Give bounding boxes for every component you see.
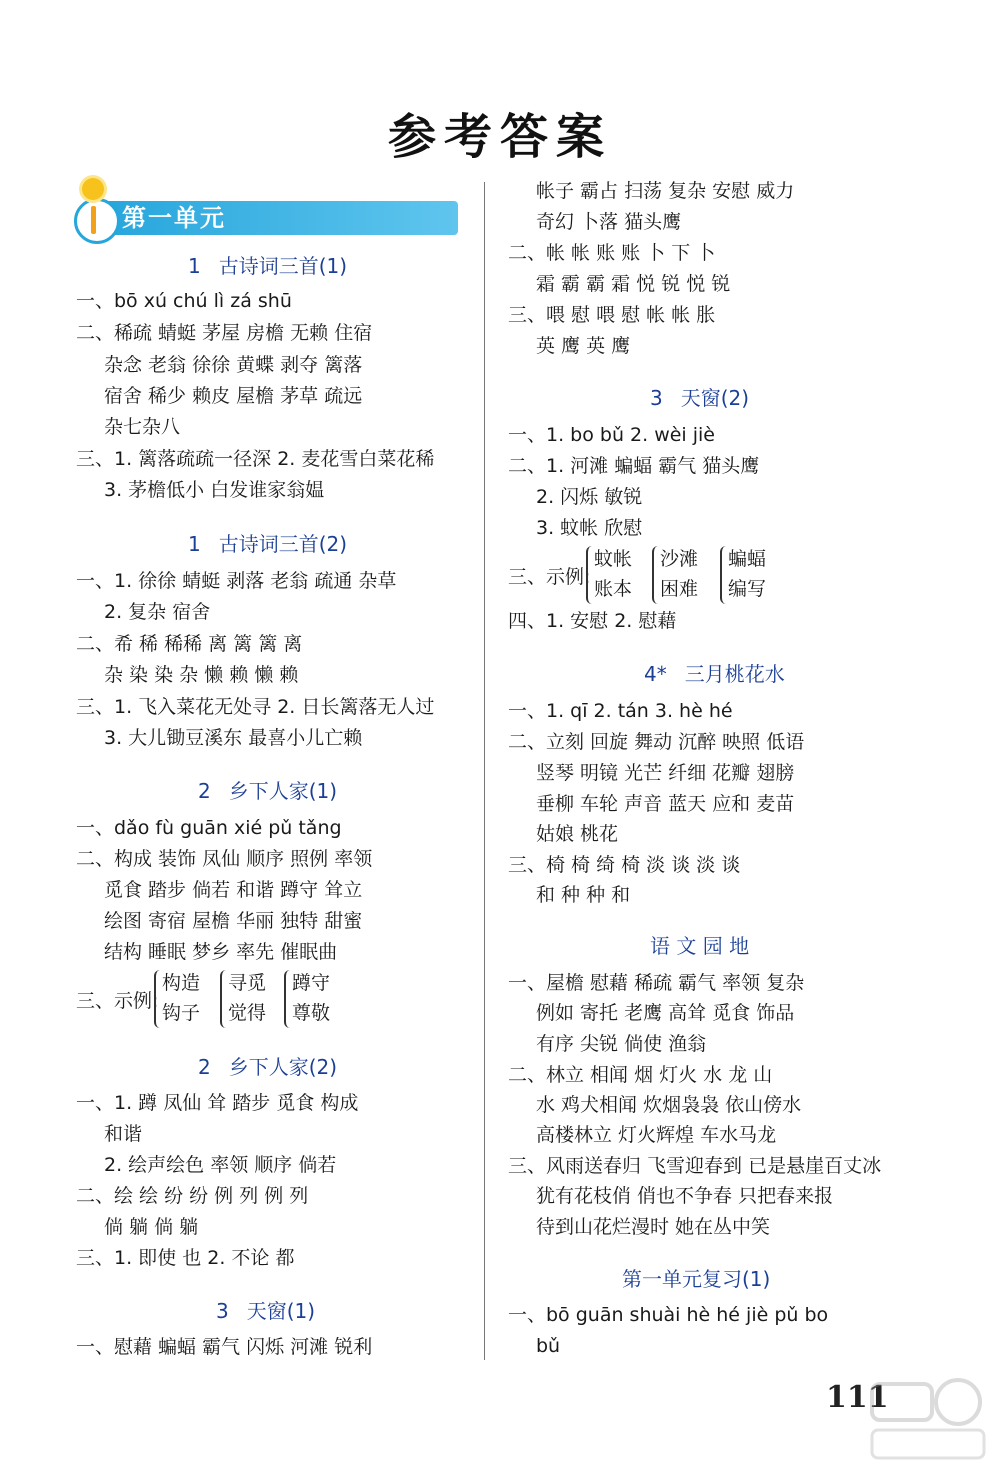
example-word: 蹲守 — [292, 972, 331, 994]
example-word: 钩子 — [162, 1002, 201, 1024]
answer-line: 二、林立 相闻 烟 灯火 水 龙 山 — [508, 1064, 773, 1086]
answer-line: 高楼林立 灯火辉煌 车水马龙 — [536, 1124, 777, 1146]
answer-line: 水 鸡犬相闻 炊烟袅袅 依山傍水 — [536, 1094, 802, 1116]
answer-line: 一、dǎo fù guān xié pǔ tǎng — [76, 817, 342, 839]
answer-line: 和 种 种 和 — [536, 884, 631, 906]
sun-icon — [82, 178, 104, 200]
section-title — [622, 1265, 770, 1293]
answer-line: 2. 闪烁 敏锐 — [536, 486, 643, 508]
answer-line: 二、稀疏 蜻蜓 茅屋 房檐 无赖 住宿 — [76, 322, 373, 344]
section-title — [198, 1053, 337, 1081]
brace-mark — [154, 970, 162, 1028]
unit-banner-label: 第一单元 — [122, 204, 226, 232]
page-number: 111 — [826, 1380, 889, 1415]
answer-line: 2. 绘声绘色 率领 顺序 倘若 — [104, 1154, 337, 1176]
answer-line: 一、1. 徐徐 蜻蜓 剥落 老翁 疏通 杂草 — [76, 570, 397, 592]
answer-line: 杂念 老翁 徐徐 黄蝶 剥夺 篱落 — [104, 354, 363, 376]
answer-line: 一、1. 蹲 凤仙 耸 踏步 觅食 构成 — [76, 1092, 359, 1114]
answer-line: 杂七杂八 — [104, 416, 181, 438]
answer-line: 倘 躺 倘 躺 — [104, 1216, 199, 1238]
brace-mark — [220, 970, 228, 1028]
answer-line: 垂柳 车轮 声音 蓝天 应和 麦苗 — [536, 793, 795, 815]
answer-line: 杂 染 染 杂 懒 赖 懒 赖 — [104, 664, 299, 686]
answer-line: 有序 尖锐 倘使 渔翁 — [536, 1033, 707, 1055]
answer-line: 二、1. 河滩 蝙蝠 霸气 猫头鹰 — [508, 455, 760, 477]
answer-line: 一、屋檐 慰藉 稀疏 霸气 率领 复杂 — [508, 972, 805, 994]
answer-line: 奇幻 卜落 猫头鹰 — [536, 211, 682, 233]
example-word: 寻觅 — [228, 972, 267, 994]
section-title-text: 第一单元复习(1) — [622, 1267, 771, 1291]
example-word: 蚊帐 — [594, 548, 633, 570]
answer-line: 一、bō xú chú lì zá shū — [76, 290, 292, 312]
answer-line: 霜 霸 霸 霜 悦 锐 悦 锐 — [536, 273, 731, 295]
page-title: 参考答案 — [387, 109, 612, 165]
section-title — [188, 252, 347, 280]
answer-line: 二、帐 帐 账 账 卜 下 卜 — [508, 242, 716, 264]
answer-line: 宿舍 稀少 赖皮 屋檐 茅草 疏远 — [104, 385, 363, 407]
example-prefix: 三、示例: — [508, 566, 591, 588]
answer-line: 一、慰藉 蝙蝠 霸气 闪烁 河滩 锐利 — [76, 1336, 373, 1358]
example-word: 困难 — [660, 578, 699, 600]
answer-line: 一、1. bo bǔ 2. wèi jiè — [508, 424, 715, 446]
section-title — [188, 530, 347, 558]
answer-line: bǔ — [536, 1335, 561, 1357]
example-prefix: 三、示例: — [76, 990, 159, 1012]
answer-line: 一、1. qī 2. tán 3. hè hé — [508, 700, 733, 722]
answer-line: 一、bō guān shuài hè hé jiè pǔ bo — [508, 1304, 829, 1326]
answer-line: 三、1. 篱落疏疏一径深 2. 麦花雪白菜花稀 — [76, 448, 435, 470]
answer-line: 例如 寄托 老鹰 高耸 觅食 饰品 — [536, 1002, 795, 1024]
section-title — [644, 660, 785, 688]
answer-line: 姑娘 桃花 — [536, 823, 619, 845]
answer-line: 待到山花烂漫时 她在丛中笑 — [536, 1216, 771, 1238]
section-title — [650, 932, 749, 960]
answer-line: 英 鹰 英 鹰 — [536, 335, 631, 357]
section-title-text: 天窗(1) — [246, 1299, 316, 1323]
example-word: 蝙蝠 — [728, 548, 767, 570]
answer-line: 3. 茅檐低小 白发谁家翁媪 — [104, 479, 325, 501]
unit-banner-circle-icon — [74, 198, 120, 244]
section-title — [650, 384, 749, 412]
brace-mark — [586, 546, 594, 604]
section-title-text: 乡下人家(2) — [228, 1055, 338, 1079]
answer-line: 3. 蚊帐 欣慰 — [536, 517, 643, 539]
section-title-text: 三月桃花水 — [684, 662, 785, 686]
answer-line: 二、立刻 回旋 舞动 沉醉 映照 低语 — [508, 731, 805, 753]
section-title-text: 天窗(2) — [680, 386, 750, 410]
section-number: 1 — [188, 254, 201, 278]
example-word: 构造 — [162, 972, 201, 994]
example-word: 沙滩 — [660, 548, 699, 570]
section-number: 3 — [650, 386, 663, 410]
pencil-icon — [91, 206, 96, 234]
example-word: 尊敬 — [292, 1002, 331, 1024]
answer-line: 三、风雨送春归 飞雪迎春到 已是悬崖百丈冰 — [508, 1155, 882, 1177]
answer-line: 和谐 — [104, 1123, 143, 1145]
brace-mark — [284, 970, 292, 1028]
answer-line: 觅食 踏步 倘若 和谐 蹲守 耸立 — [104, 879, 363, 901]
answer-line: 四、1. 安慰 2. 慰藉 — [508, 610, 677, 632]
section-number: 2 — [198, 779, 211, 803]
column-divider — [484, 182, 485, 1360]
example-word: 账本 — [594, 578, 633, 600]
section-title-text: 语 文 园 地 — [650, 934, 750, 958]
answer-line: 结构 睡眠 梦乡 率先 催眠曲 — [104, 941, 338, 963]
answer-line: 三、1. 飞入菜花无处寻 2. 日长篱落无人过 — [76, 696, 435, 718]
answer-line: 帐子 霸占 扫荡 复杂 安慰 威力 — [536, 180, 795, 202]
answer-line: 犹有花枝俏 俏也不争春 只把春来报 — [536, 1185, 834, 1207]
brace-mark — [720, 546, 728, 604]
answer-line: 二、绘 绘 纷 纷 例 列 例 列 — [76, 1185, 309, 1207]
section-title-text: 乡下人家(1) — [228, 779, 338, 803]
section-number: 3 — [216, 1299, 229, 1323]
section-title-text: 古诗词三首(1) — [218, 254, 348, 278]
example-word: 觉得 — [228, 1002, 267, 1024]
answer-line: 绘图 寄宿 屋檐 华丽 独特 甜蜜 — [104, 910, 363, 932]
unit-banner — [72, 178, 460, 242]
section-title — [216, 1297, 315, 1325]
answer-line: 3. 大儿锄豆溪东 最喜小儿亡赖 — [104, 727, 363, 749]
brace-mark — [652, 546, 660, 604]
section-title-text: 古诗词三首(2) — [218, 532, 348, 556]
answer-line: 二、希 稀 稀稀 离 篱 篱 离 — [76, 633, 303, 655]
answer-line: 竖琴 明镜 光芒 纤细 花瓣 翅膀 — [536, 762, 795, 784]
answer-line: 二、构成 装饰 凤仙 顺序 照例 率领 — [76, 848, 373, 870]
answer-line: 三、喂 慰 喂 慰 帐 帐 胀 — [508, 304, 716, 326]
section-number: 1 — [188, 532, 201, 556]
example-word: 编写 — [728, 578, 767, 600]
answer-line: 三、椅 椅 绮 椅 淡 谈 淡 谈 — [508, 854, 741, 876]
section-number: 2 — [198, 1055, 211, 1079]
answer-line: 三、1. 即使 也 2. 不论 都 — [76, 1247, 295, 1269]
answer-line: 2. 复杂 宿舍 — [104, 601, 211, 623]
section-number: 4* — [644, 662, 667, 686]
watermark-logo-icon — [868, 1376, 988, 1464]
section-title — [198, 777, 337, 805]
